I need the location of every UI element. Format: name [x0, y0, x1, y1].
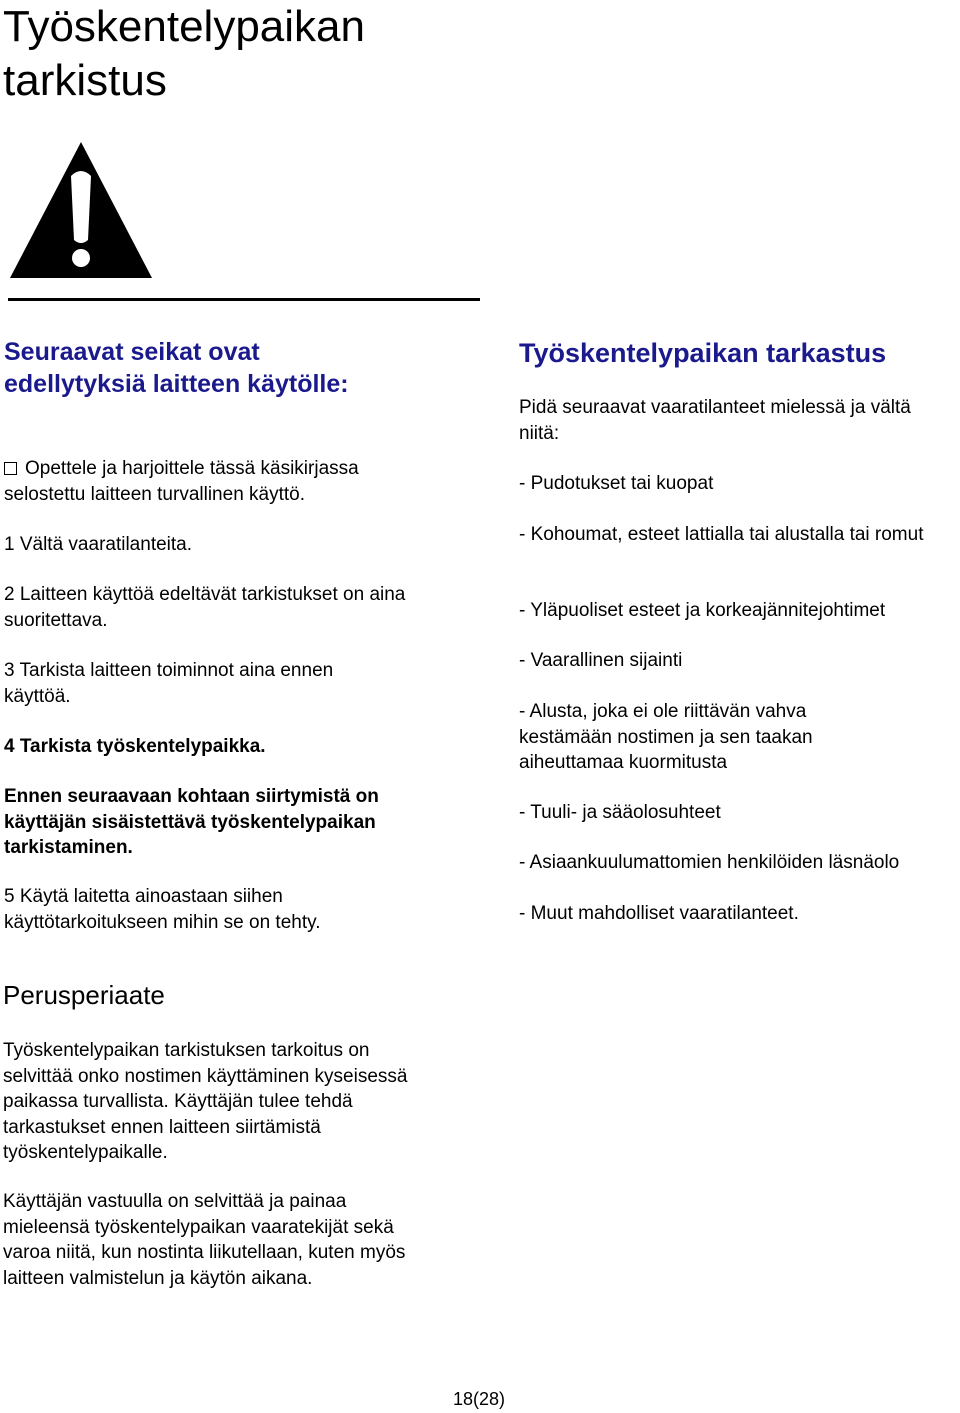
page-number: 18(28)	[453, 1389, 506, 1409]
hazard-item: - Muut mahdolliset vaaratilanteet.	[519, 903, 799, 924]
hazard-item: - Yläpuoliset esteet ja korkeajännitejohtimet	[519, 600, 886, 621]
hazard-item: - Kohoumat, esteet lattialla tai alustalla tai romut	[519, 524, 924, 545]
list-item-3: 3 Tarkista laitteen toiminnot aina ennen käyttöä.	[4, 660, 334, 707]
warning-icon	[8, 140, 154, 280]
perusperiaate-paragraph-2: Käyttäjän vastuulla on selvittää ja painaa mieleensä työskentelypaikan vaaratekijät sekä varoa niitä, kun nostinta liikutellaan, kuten myös laitteen valmistelun ja käytön aikana.	[3, 1191, 406, 1289]
list-item-5: 5 Käytä laitetta ainoastaan siihen käyttötarkoitukseen mihin se on tehty.	[4, 886, 321, 933]
perusperiaate-paragraph-1: Työskentelypaikan tarkistuksen tarkoitus on selvittää onko nostimen käyttäminen kyseisessä paikassa turvallista. Käyttäjän tulee tehdä tarkastukset ennen laitteen siirtämistä työskentelypaikalle.	[3, 1040, 408, 1163]
right-intro: Pidä seuraavat vaaratilanteet mielessä ja vältä niitä:	[519, 397, 911, 444]
hazard-item: - Alusta, joka ei ole riittävän vahva kestämään nostimen ja sen taakan aiheuttamaa kuormitusta	[519, 701, 813, 773]
checkbox-item-text: Opettele ja harjoittele tässä käsikirjassa selostettu laitteen turvallinen käyttö.	[4, 458, 359, 505]
hazard-item: - Vaarallinen sijainti	[519, 650, 683, 671]
right-section-heading: Työskentelypaikan tarkastus	[519, 338, 887, 368]
list-item-2: 2 Laitteen käyttöä edeltävät tarkistukset on aina suoritettava.	[4, 584, 406, 631]
hazard-item: - Asiaankuulumattomien henkilöiden läsnäolo	[519, 852, 900, 873]
hazard-item: - Tuuli- ja sääolosuhteet	[519, 802, 721, 823]
checkbox-list-item	[4, 456, 434, 507]
list-item-1: 1 Vältä vaaratilanteita.	[4, 534, 193, 555]
left-section-heading: Seuraavat seikat ovat edellytyksiä laitteen käytölle:	[4, 338, 349, 398]
bold-note: Ennen seuraavaan kohtaan siirtymistä on käyttäjän sisäistettävä työskentelypaikan tarkistaminen.	[4, 786, 379, 858]
perusperiaate-heading: Perusperiaate	[3, 980, 165, 1010]
hazard-item: - Pudotukset tai kuopat	[519, 473, 714, 494]
list-item-4: 4 Tarkista työskentelypaikka.	[4, 736, 266, 757]
divider-line	[8, 298, 480, 301]
page-title: Työskentelypaikan tarkistus	[3, 2, 365, 105]
checkbox-icon	[4, 462, 17, 475]
